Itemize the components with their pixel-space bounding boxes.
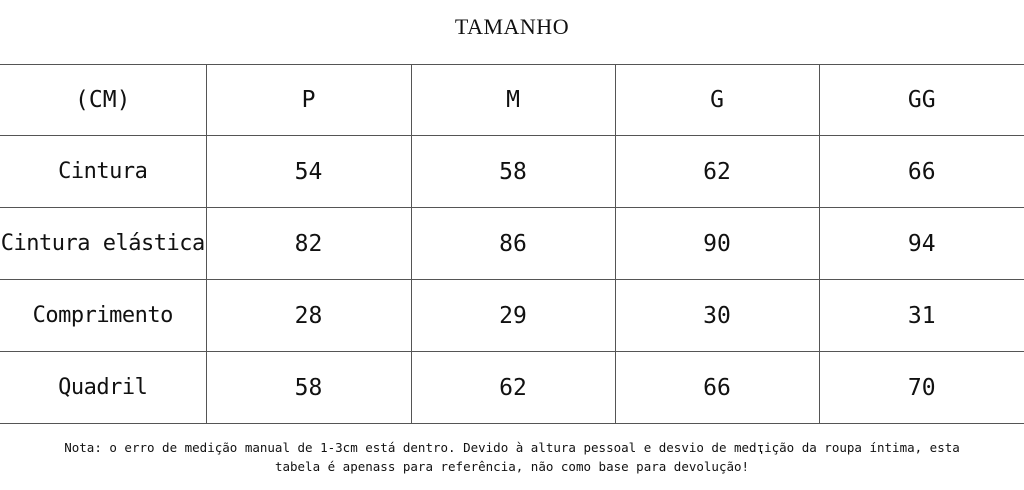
row-label-cintura-elastica: Cintura elástica bbox=[0, 208, 206, 280]
table-row bbox=[0, 352, 1024, 424]
table-row bbox=[0, 136, 1024, 208]
table-cell: 86 bbox=[411, 208, 615, 280]
table-cell: 28 bbox=[206, 280, 411, 352]
table-header-row bbox=[0, 65, 1024, 136]
table-cell: 66 bbox=[819, 136, 1024, 208]
table-cell: 30 bbox=[615, 280, 819, 352]
row-label-cintura: Cintura bbox=[0, 136, 206, 208]
table-cell: 62 bbox=[411, 352, 615, 424]
table-row bbox=[0, 280, 1024, 352]
row-label-comprimento: Comprimento bbox=[0, 280, 206, 352]
page-title: TAMANHO bbox=[454, 14, 570, 39]
note-line-2: tabela é apenass para referência, não como base para devolução! bbox=[274, 459, 750, 474]
note-line-1: Nota: o erro de medição manual de 1-3cm está dentro. Devido à altura pessoal e desvio de medҭição da roupa íntima, esta bbox=[64, 440, 960, 455]
table-cell: 66 bbox=[615, 352, 819, 424]
header-size-p: P bbox=[206, 65, 411, 136]
header-size-gg: GG bbox=[819, 65, 1024, 136]
table-cell: 70 bbox=[819, 352, 1024, 424]
measurement-note bbox=[0, 438, 1024, 476]
table-cell: 90 bbox=[615, 208, 819, 280]
row-label-quadril: Quadril bbox=[0, 352, 206, 424]
header-unit: (CM) bbox=[0, 65, 206, 136]
header-size-g: G bbox=[615, 65, 819, 136]
table-cell: 58 bbox=[411, 136, 615, 208]
table-cell: 62 bbox=[615, 136, 819, 208]
header-size-m: M bbox=[411, 65, 615, 136]
table-cell: 29 bbox=[411, 280, 615, 352]
table-row bbox=[0, 208, 1024, 280]
table-cell: 82 bbox=[206, 208, 411, 280]
table-cell: 94 bbox=[819, 208, 1024, 280]
table-cell: 31 bbox=[819, 280, 1024, 352]
table-cell: 58 bbox=[206, 352, 411, 424]
table-cell: 54 bbox=[206, 136, 411, 208]
size-chart-table bbox=[0, 64, 1024, 424]
